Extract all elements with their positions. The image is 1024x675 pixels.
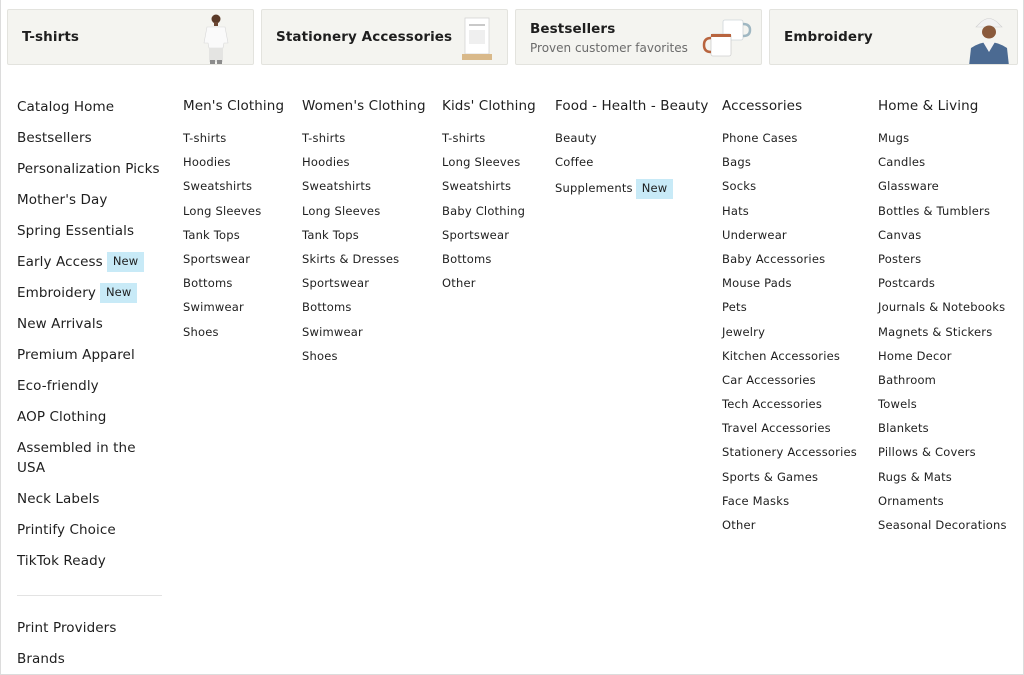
bucket-hat-model-image [961, 10, 1017, 65]
menu-link-mouse-pads[interactable] [722, 276, 857, 300]
column-list [555, 131, 709, 204]
menu-link-label: Long Sleeves [442, 155, 521, 170]
menu-link-label: Rugs & Mats [878, 469, 953, 484]
column-mens-clothing [183, 97, 284, 349]
main-menu-item-catalog-home[interactable]: Catalog Home [17, 99, 115, 115]
menu-link-label: Long Sleeves [302, 203, 381, 218]
menu-link-label: Hoodies [302, 155, 350, 170]
menu-link-label: Posters [878, 251, 922, 266]
menu-link-sportswear[interactable] [302, 276, 426, 300]
menu-link-skirts-and-dresses[interactable] [302, 252, 426, 276]
menu-link-label: Sportswear [302, 276, 370, 291]
menu-link-label: Sweatshirts [302, 179, 372, 194]
menu-link-label: T-shirts [302, 131, 346, 145]
menu-link-label: Skirts & Dresses [302, 251, 400, 266]
menu-link-label: Other [442, 276, 476, 291]
menu-link-label: Jewelry [722, 324, 766, 339]
menu-link-label: Journals & Notebooks [878, 300, 1006, 315]
menu-link-label: Sweatshirts [442, 179, 512, 194]
menu-link-face-masks[interactable] [722, 494, 857, 518]
main-menu-item-eco-friendly[interactable]: Eco-friendly [17, 378, 99, 394]
menu-link-home-decor[interactable] [878, 349, 1007, 373]
column-list [722, 131, 857, 542]
menu-link-hats[interactable] [722, 204, 857, 228]
menu-link-sweatshirts[interactable] [302, 179, 426, 203]
column-list [302, 131, 426, 373]
menu-link-bottoms[interactable] [302, 300, 426, 324]
menu-link-sportswear[interactable] [442, 228, 536, 252]
menu-link-candles[interactable] [878, 155, 1007, 179]
menu-link-journals-and-notebooks[interactable] [878, 300, 1007, 324]
main-menu-item-new-arrivals[interactable]: New Arrivals [17, 316, 103, 332]
menu-link-label: Supplements [555, 181, 633, 196]
column-home-living [878, 97, 1007, 542]
menu-link-label: Mouse Pads [722, 276, 792, 291]
menu-link-swimwear[interactable] [183, 300, 284, 324]
menu-link-label: Long Sleeves [183, 203, 262, 218]
menu-link-label: Swimwear [302, 324, 363, 339]
menu-link-blankets[interactable] [878, 421, 1007, 445]
menu-link-label: Car Accessories [722, 372, 816, 387]
menu-link-label: Baby Clothing [442, 203, 526, 218]
menu-link-pillows-and-covers[interactable] [878, 445, 1007, 469]
menu-link-car-accessories[interactable] [722, 373, 857, 397]
menu-link-long-sleeves[interactable] [302, 204, 426, 228]
menu-link-underwear[interactable] [722, 228, 857, 252]
column-womens-clothing [302, 97, 426, 373]
menu-link-label: Other [722, 518, 756, 532]
menu-link-label: Bags [722, 155, 752, 170]
menu-link-travel-accessories[interactable] [722, 421, 857, 445]
menu-link-rugs-and-mats[interactable] [878, 470, 1007, 494]
column-kids-clothing [442, 97, 536, 300]
menu-link-baby-clothing[interactable] [442, 204, 536, 228]
column-list [442, 131, 536, 300]
menu-link-label: Socks [722, 179, 757, 194]
column-heading-home-and-living[interactable]: Home & Living [878, 98, 979, 114]
menu-link-label: T-shirts [442, 131, 486, 145]
menu-link-label: Sportswear [442, 227, 510, 242]
menu-link-jewelry[interactable] [722, 325, 857, 349]
featured-cards [7, 9, 1018, 65]
menu-link-baby-accessories[interactable] [722, 252, 857, 276]
menu-link-postcards[interactable] [878, 276, 1007, 300]
mugs-image [701, 10, 757, 65]
menu-link-label: Beauty [555, 131, 597, 145]
main-menu [17, 97, 167, 582]
card-title: T-shirts [22, 29, 80, 45]
menu-link-magnets-and-stickers[interactable] [878, 325, 1007, 349]
new-badge: New [100, 283, 137, 303]
main-menu-item-aop-clothing[interactable]: AOP Clothing [17, 409, 107, 425]
menu-link-socks[interactable] [722, 179, 857, 203]
main-menu-item-neck-labels[interactable]: Neck Labels [17, 491, 100, 507]
menu-link-mugs[interactable] [878, 131, 1007, 155]
main-menu-item-tiktok-ready[interactable]: TikTok Ready [17, 553, 106, 569]
menu-link-tech-accessories[interactable] [722, 397, 857, 421]
menu-link-label: Shoes [183, 324, 219, 339]
menu-link-label: Bottoms [442, 251, 492, 266]
menu-link-tank-tops[interactable] [302, 228, 426, 252]
menu-link-other[interactable] [442, 276, 536, 300]
menu-link-phone-cases[interactable] [722, 131, 857, 155]
menu-link-label: Kitchen Accessories [722, 348, 841, 363]
notebook-stand-image [445, 10, 501, 65]
menu-link-label: Travel Accessories [722, 421, 831, 436]
menu-link-label: Blankets [878, 421, 929, 436]
menu-link-label: Pillows & Covers [878, 445, 976, 460]
menu-link-label: T-shirts [183, 131, 227, 145]
featured-card-embroidery[interactable] [769, 9, 1018, 65]
menu-link-label: Hats [722, 203, 749, 218]
menu-link-sportswear[interactable] [183, 252, 284, 276]
main-menu-item-spring-essentials[interactable]: Spring Essentials [17, 223, 135, 239]
menu-link-towels[interactable] [878, 397, 1007, 421]
main-menu-item-personalization-picks[interactable]: Personalization Picks [17, 161, 160, 177]
menu-link-hoodies[interactable] [302, 155, 426, 179]
menu-link-label: Postcards [878, 276, 936, 291]
menu-link-label: Baby Accessories [722, 251, 826, 266]
featured-card-tshirts[interactable] [7, 9, 254, 65]
menu-link-beauty[interactable] [555, 131, 709, 155]
card-title: Bestsellers [530, 21, 616, 37]
menu-link-label: Candles [878, 155, 926, 170]
card-subtitle: Proven customer favorites [530, 41, 688, 55]
column-heading-food-health-beauty[interactable]: Food - Health - Beauty [555, 98, 709, 114]
menu-link-label: Face Masks [722, 493, 790, 508]
card-title: Embroidery [784, 29, 873, 45]
menu-link-posters[interactable] [878, 252, 1007, 276]
menu-link-long-sleeves[interactable] [442, 155, 536, 179]
menu-link-label: Phone Cases [722, 131, 798, 145]
menu-link-shoes[interactable] [302, 349, 426, 373]
menu-link-label: Bottoms [183, 276, 233, 291]
menu-link-ornaments[interactable] [878, 494, 1007, 518]
menu-link-t-shirts[interactable] [442, 131, 536, 155]
menu-link-label: Underwear [722, 227, 787, 242]
column-food-health-beauty [555, 97, 709, 204]
menu-link-label: Bottles & Tumblers [878, 203, 991, 218]
link-brands[interactable]: Brands [17, 651, 65, 667]
menu-link-other[interactable] [722, 518, 857, 542]
menu-link-label: Ornaments [878, 493, 944, 508]
menu-link-label: Home Decor [878, 348, 952, 363]
main-menu-item-bestsellers[interactable]: Bestsellers [17, 130, 92, 146]
column-list [878, 131, 1007, 542]
tshirt-model-image [187, 10, 243, 65]
main-menu-item-mothers-day[interactable]: Mother's Day [17, 192, 108, 208]
menu-link-bags[interactable] [722, 155, 857, 179]
menu-link-label: Hoodies [183, 155, 231, 170]
menu-link-label: Sports & Games [722, 469, 819, 484]
menu-link-bottoms[interactable] [183, 276, 284, 300]
menu-link-bottles-and-tumblers[interactable] [878, 204, 1007, 228]
menu-link-label: Mugs [878, 131, 910, 145]
menu-link-canvas[interactable] [878, 228, 1007, 252]
menu-link-sweatshirts[interactable] [442, 179, 536, 203]
menu-link-glassware[interactable] [878, 179, 1007, 203]
menu-link-label: Shoes [302, 348, 338, 363]
menu-link-label: Magnets & Stickers [878, 324, 993, 339]
card-title: Stationery Accessories [276, 29, 453, 45]
main-menu-item-assembled-usa[interactable]: Assembled in the USA [17, 440, 136, 476]
menu-link-shoes[interactable] [183, 325, 284, 349]
featured-card-bestsellers[interactable] [515, 9, 762, 65]
main-menu-item-printify-choice[interactable]: Printify Choice [17, 522, 116, 538]
menu-link-label: Bottoms [302, 300, 352, 315]
main-menu-item-early-access[interactable]: Early Access New [17, 252, 167, 272]
bottom-links [17, 618, 116, 675]
menu-link-seasonal-decorations[interactable] [878, 518, 1007, 542]
menu-link-label: Canvas [878, 227, 922, 242]
main-menu-item-premium-apparel[interactable]: Premium Apparel [17, 347, 135, 363]
column-accessories [722, 97, 857, 542]
menu-link-label: Pets [722, 300, 747, 315]
menu-link-label: Swimwear [183, 300, 244, 315]
menu-link-tank-tops[interactable] [183, 228, 284, 252]
column-heading-men-s-clothing[interactable]: Men's Clothing [183, 98, 285, 114]
menu-link-label: Tech Accessories [722, 397, 823, 412]
new-badge: New [107, 252, 144, 272]
menu-link-label: Tank Tops [302, 227, 359, 242]
menu-link-label: Bathroom [878, 372, 937, 387]
menu-link-swimwear[interactable] [302, 325, 426, 349]
main-menu-item-embroidery[interactable]: Embroidery New [17, 283, 167, 303]
column-heading-kids-clothing[interactable]: Kids' Clothing [442, 98, 536, 114]
menu-link-pets[interactable] [722, 300, 857, 324]
menu-link-stationery-accessories[interactable] [722, 445, 857, 469]
column-heading-women-s-clothing[interactable]: Women's Clothing [302, 98, 426, 114]
link-print-providers[interactable]: Print Providers [17, 620, 117, 636]
menu-link-long-sleeves[interactable] [183, 204, 284, 228]
menu-divider [17, 595, 162, 596]
menu-link-t-shirts[interactable] [183, 131, 284, 155]
menu-link-label: Towels [878, 397, 917, 412]
menu-link-t-shirts[interactable] [302, 131, 426, 155]
menu-link-hoodies[interactable] [183, 155, 284, 179]
menu-link-label: Seasonal Decorations [878, 518, 1007, 532]
column-heading-accessories[interactable]: Accessories [722, 98, 803, 114]
menu-link-label: Glassware [878, 179, 939, 194]
menu-link-label: Sweatshirts [183, 179, 253, 194]
menu-link-label: Stationery Accessories [722, 445, 857, 460]
featured-card-stationery[interactable] [261, 9, 508, 65]
menu-link-sports-and-games[interactable] [722, 470, 857, 494]
menu-link-label: Tank Tops [183, 227, 240, 242]
menu-link-kitchen-accessories[interactable] [722, 349, 857, 373]
new-badge: New [636, 179, 674, 199]
menu-link-supplements[interactable] [555, 179, 709, 203]
column-list [183, 131, 284, 349]
menu-link-bottoms[interactable] [442, 252, 536, 276]
menu-link-coffee[interactable] [555, 155, 709, 179]
menu-link-label: Sportswear [183, 251, 251, 266]
menu-link-label: Coffee [555, 155, 594, 170]
menu-link-bathroom[interactable] [878, 373, 1007, 397]
menu-link-sweatshirts[interactable] [183, 179, 284, 203]
